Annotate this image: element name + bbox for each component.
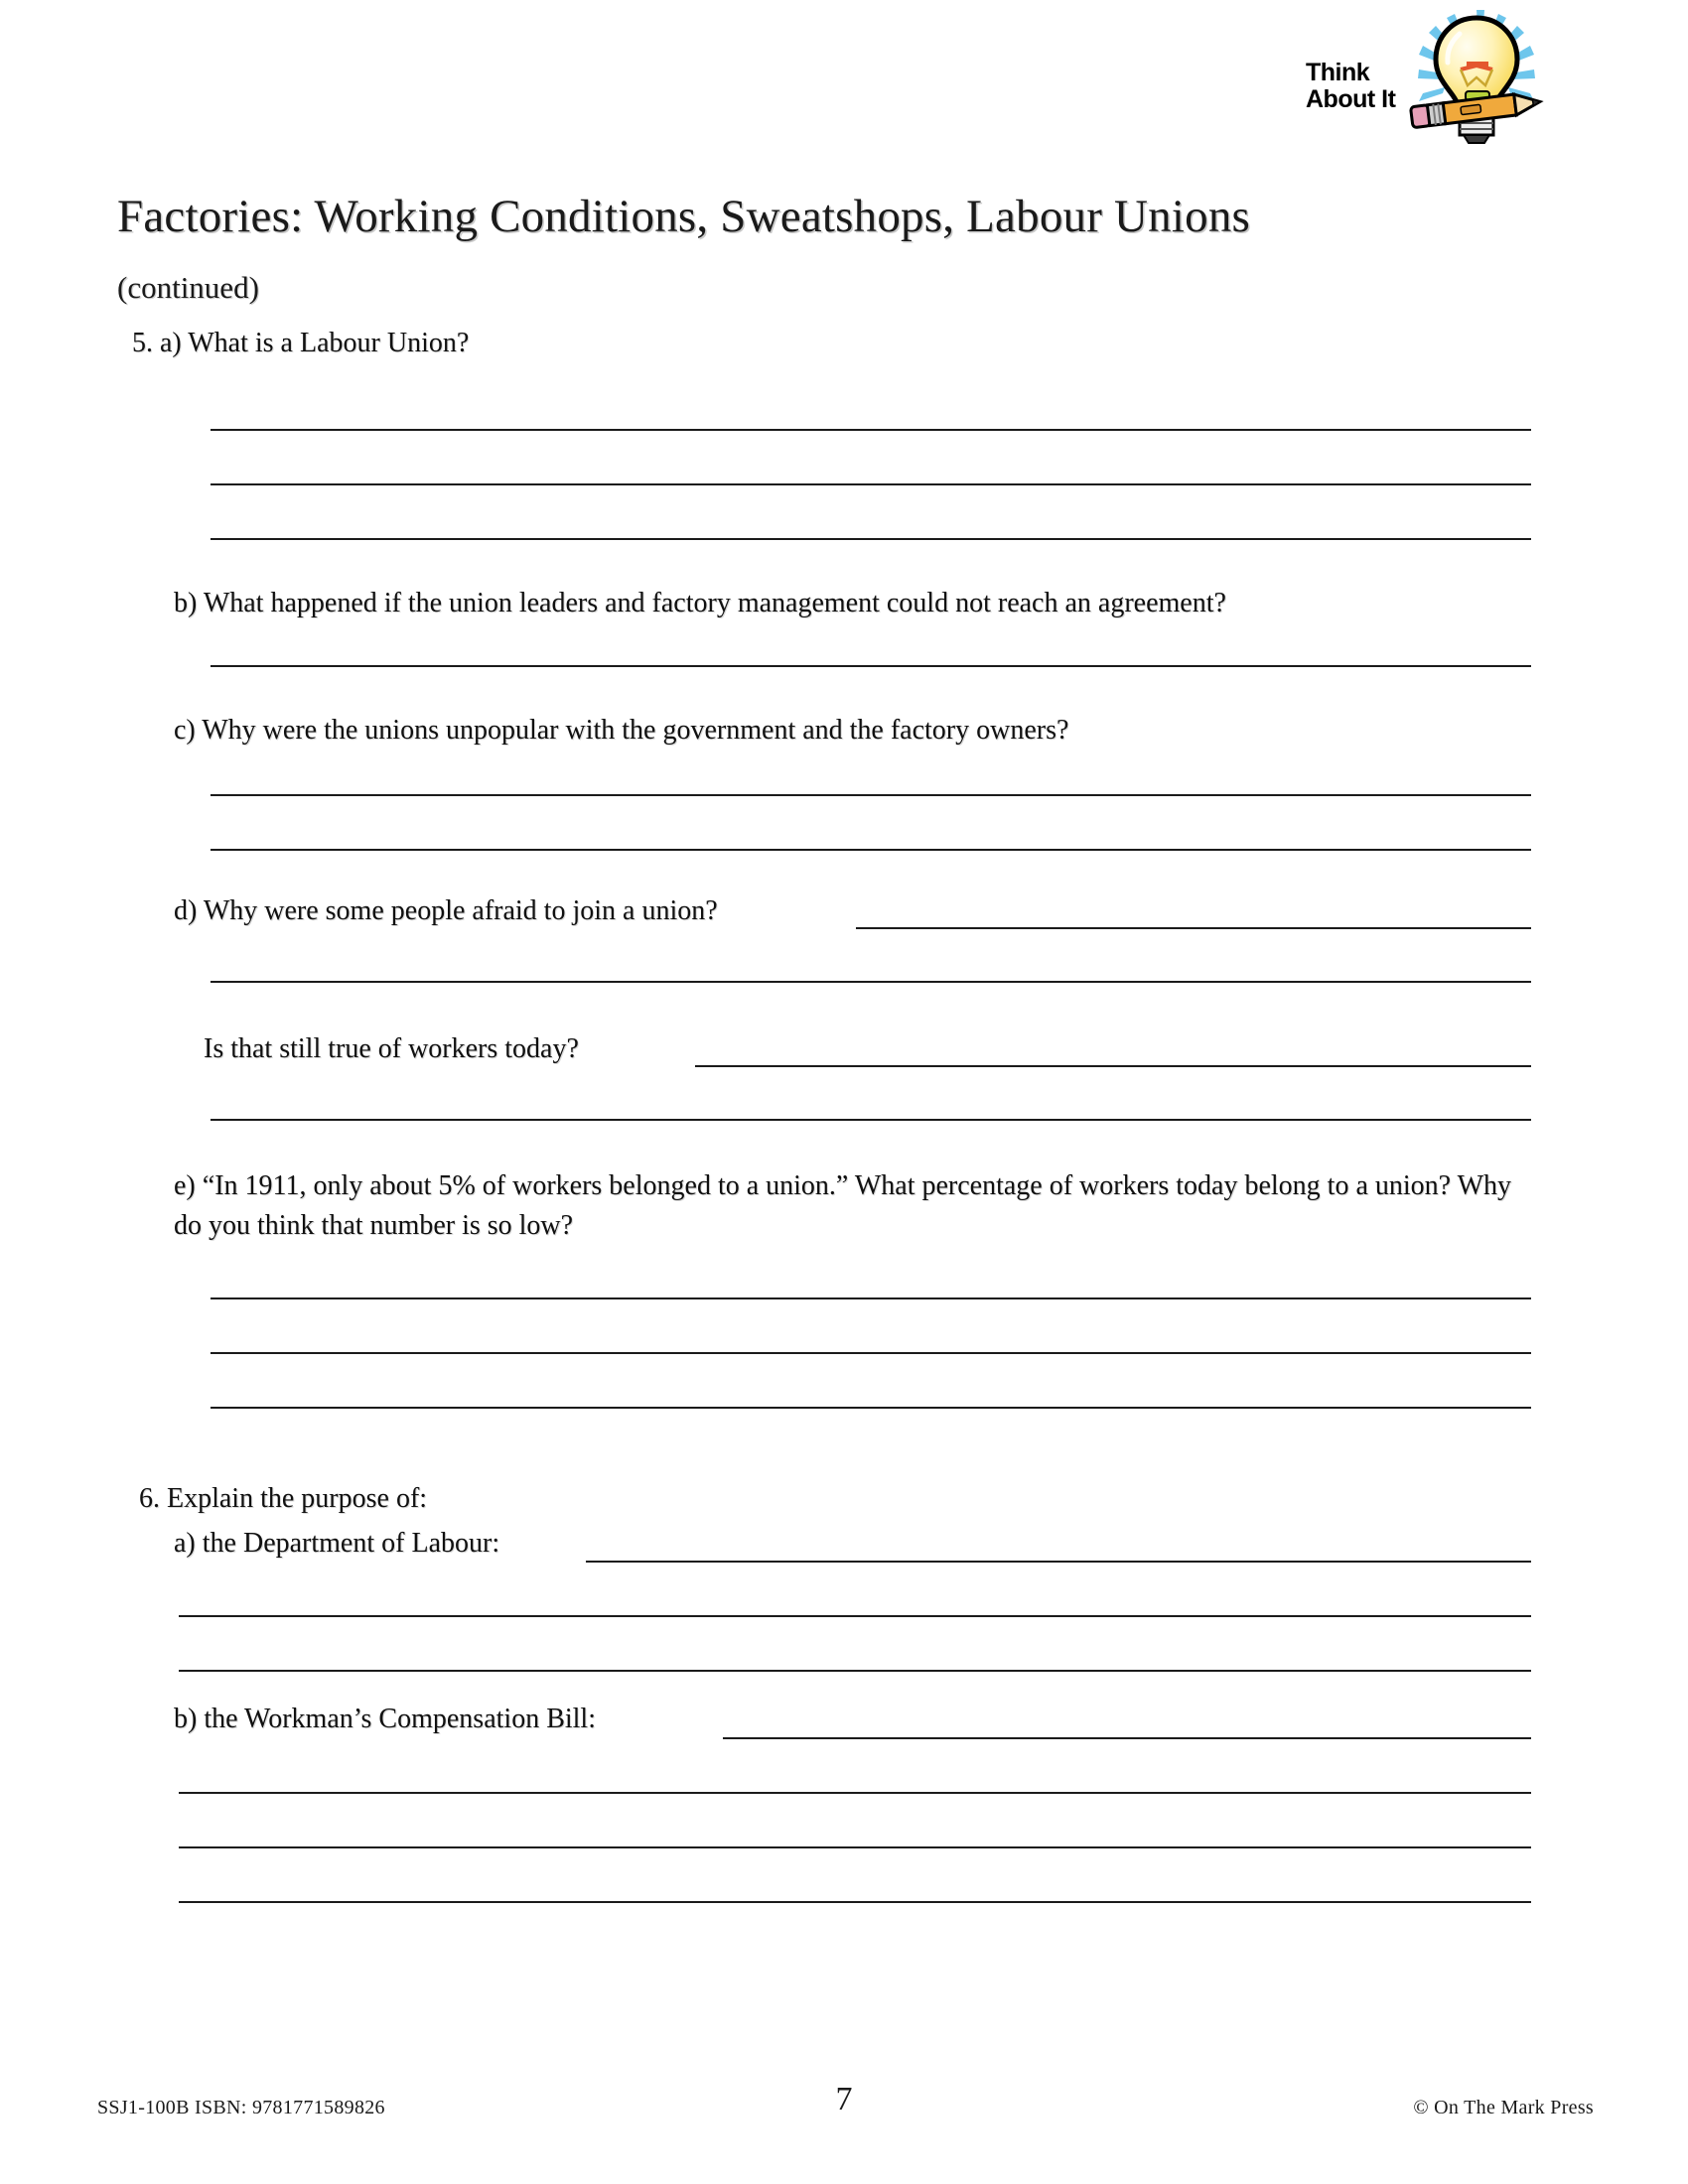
logo-text-line2: About It <box>1306 85 1396 113</box>
question-6-part-a <box>174 1524 499 1564</box>
answer-line-5b-1[interactable] <box>211 665 1531 667</box>
question-5b-label: b) <box>174 588 204 618</box>
question-6b-text: the Workman’s Compensation Bill: <box>204 1704 596 1734</box>
answer-line-5d-inline[interactable] <box>856 927 1531 929</box>
question-5-part-e <box>174 1166 1534 1246</box>
question-6-stem-text: Explain the purpose of: <box>167 1483 428 1514</box>
question-5-followup <box>204 1029 579 1069</box>
answer-line-5a-2[interactable] <box>211 483 1531 485</box>
question-5-part-c <box>174 711 1068 751</box>
answer-line-5a-3[interactable] <box>211 538 1531 540</box>
question-6a-label: a) <box>174 1528 203 1559</box>
answer-line-6a-2[interactable] <box>179 1670 1531 1672</box>
page-subtitle: (continued) <box>117 270 259 305</box>
footer-copyright: © On The Mark Press <box>1413 2097 1594 2118</box>
answer-line-6a-inline[interactable] <box>586 1561 1531 1563</box>
question-5d-text: Why were some people afraid to join a union? <box>203 895 718 926</box>
logo-text-line1: Think <box>1306 59 1370 86</box>
question-5-part-b <box>174 584 1226 623</box>
answer-line-6b-3[interactable] <box>179 1901 1531 1903</box>
footer-isbn: SSJ1-100B ISBN: 9781771589826 <box>97 2097 385 2118</box>
question-5d-label: d) <box>174 895 204 926</box>
question-6b-label: b) <box>174 1704 205 1734</box>
page-title: Factories: Working Conditions, Sweatshops, Labour Unions <box>117 191 1251 242</box>
question-5a-text: What is a Labour Union? <box>188 328 470 358</box>
footer-page-number: 7 <box>835 2081 853 2117</box>
answer-line-6b-2[interactable] <box>179 1846 1531 1848</box>
question-5-part-a <box>132 324 469 363</box>
question-5a-label: a) <box>160 328 189 358</box>
lightbulb-icon <box>1405 8 1554 147</box>
question-5c-label: c) <box>174 715 203 746</box>
answer-line-5d-1[interactable] <box>211 981 1531 983</box>
answer-line-6a-1[interactable] <box>179 1615 1531 1617</box>
answer-line-5e-3[interactable] <box>211 1407 1531 1409</box>
think-about-it-logo <box>1306 8 1554 147</box>
answer-line-5c-1[interactable] <box>211 794 1531 796</box>
answer-line-5a-1[interactable] <box>211 429 1531 431</box>
answer-line-5e-1[interactable] <box>211 1297 1531 1299</box>
question-5-number: 5. <box>132 328 160 358</box>
question-5e-text: “In 1911, only about 5% of workers belonged to a union.” What percentage of workers today belong to a union? Why do you think that number is so low? <box>174 1170 1511 1241</box>
question-6-part-b <box>174 1700 596 1739</box>
question-5-part-d <box>174 891 718 931</box>
answer-line-6b-inline[interactable] <box>723 1737 1531 1739</box>
answer-line-5-followup-1[interactable] <box>211 1119 1531 1121</box>
answer-line-5e-2[interactable] <box>211 1352 1531 1354</box>
question-6-number: 6. <box>139 1483 167 1514</box>
question-5-followup-text: Is that still true of workers today? <box>204 1033 579 1064</box>
question-6-stem <box>139 1479 427 1519</box>
question-6a-text: the Department of Labour: <box>202 1528 500 1559</box>
answer-line-5-followup-inline[interactable] <box>695 1065 1531 1067</box>
question-5b-text: What happened if the union leaders and factory management could not reach an agreement? <box>203 588 1226 618</box>
answer-line-6b-1[interactable] <box>179 1792 1531 1794</box>
answer-line-5c-2[interactable] <box>211 849 1531 851</box>
question-5e-label: e) <box>174 1170 203 1201</box>
question-5c-text: Why were the unions unpopular with the government and the factory owners? <box>202 715 1069 746</box>
